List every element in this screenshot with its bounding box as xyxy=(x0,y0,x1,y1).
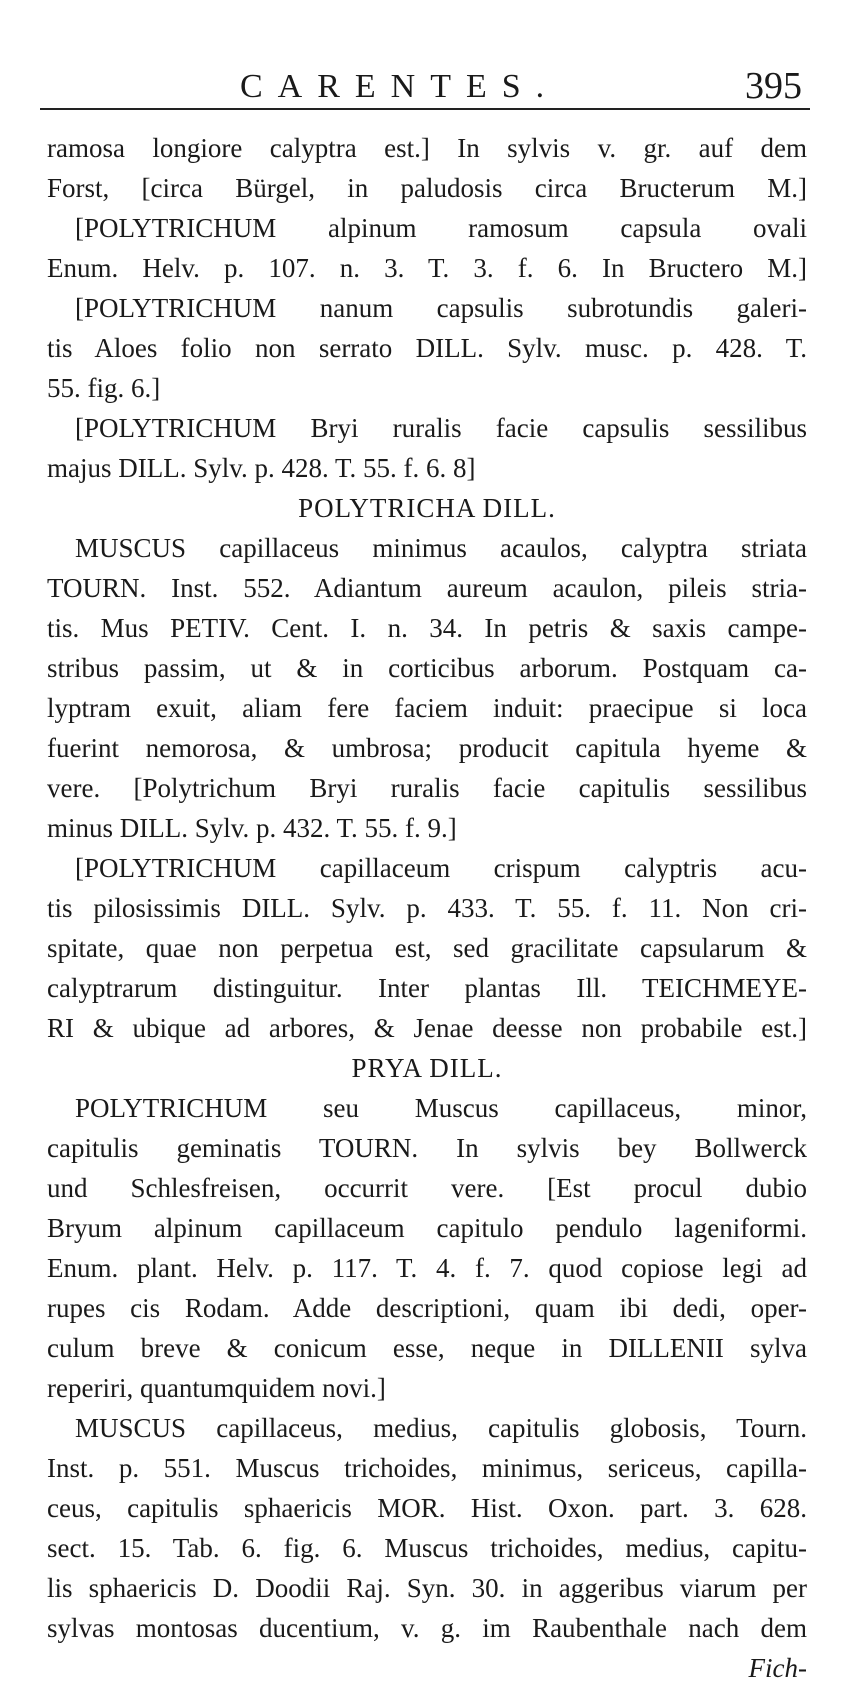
text-line: sect. 15. Tab. 6. fig. 6. Muscus trichoides, medius, capitu- xyxy=(47,1533,807,1563)
text-line: calyptrarum distinguitur. Inter plantas Ill. TEICHMEYE- xyxy=(47,973,807,1003)
text-line: majus DILL. Sylv. p. 428. T. 55. f. 6. 8] xyxy=(47,453,476,483)
text-line: spitate, quae non perpetua est, sed gracilitate capsularum & xyxy=(47,933,807,963)
text-line: Bryum alpinum capillaceum capitulo pendulo lageniformi. xyxy=(47,1213,807,1243)
text-line: MUSCUS capillaceus minimus acaulos, calyptra striata xyxy=(75,533,807,563)
text-line: stribus passim, ut & in corticibus arborum. Postquam ca- xyxy=(47,653,807,683)
text-line: POLYTRICHUM seu Muscus capillaceus, minor, xyxy=(75,1093,807,1123)
text-line: sylvas montosas ducentium, v. g. im Raubenthale nach dem xyxy=(47,1613,807,1643)
section-heading: POLYTRICHA DILL. xyxy=(298,493,556,523)
text-line: lis sphaericis D. Doodii Raj. Syn. 30. in aggeribus viarum per xyxy=(47,1573,807,1603)
catchword: Fich- xyxy=(748,1653,807,1683)
text-line: RI & ubique ad arbores, & Jenae deesse non probabile est.] xyxy=(47,1013,807,1043)
text-line: Forst, [circa Bürgel, in paludosis circa Bructerum M.] xyxy=(47,173,807,203)
page-header xyxy=(40,58,810,110)
text-line: ceus, capitulis sphaericis MOR. Hist. Oxon. part. 3. 628. xyxy=(47,1493,807,1523)
text-line: rupes cis Rodam. Adde descriptioni, quam ibi dedi, oper- xyxy=(47,1293,807,1323)
text-line: [POLYTRICHUM capillaceum crispum calyptris acu- xyxy=(75,853,807,883)
text-line: [POLYTRICHUM Bryi ruralis facie capsulis sessilibus xyxy=(75,413,807,443)
text-line: vere. [Polytrichum Bryi ruralis facie capitulis sessilibus xyxy=(47,773,807,803)
text-line: tis Aloes folio non serrato DILL. Sylv. musc. p. 428. T. xyxy=(47,333,807,363)
running-title: CARENTES. xyxy=(240,68,560,105)
text-line: fuerint nemorosa, & umbrosa; producit capitula hyeme & xyxy=(47,733,807,763)
body-text xyxy=(47,128,807,1688)
text-line: Enum. plant. Helv. p. 117. T. 4. f. 7. quod copiose legi ad xyxy=(47,1253,807,1283)
text-line: [POLYTRICHUM nanum capsulis subrotundis galeri- xyxy=(75,293,807,323)
text-line: Inst. p. 551. Muscus trichoides, minimus, sericeus, capilla- xyxy=(47,1453,807,1483)
text-line: minus DILL. Sylv. p. 432. T. 55. f. 9.] xyxy=(47,813,457,843)
text-line: lyptram exuit, aliam fere faciem induit: praecipue si loca xyxy=(47,693,807,723)
text-line: tis pilosissimis DILL. Sylv. p. 433. T. 55. f. 11. Non cri- xyxy=(47,893,807,923)
text-line: culum breve & conicum esse, neque in DILLENII sylva xyxy=(47,1333,807,1363)
page-number: 395 xyxy=(745,65,802,107)
text-line: [POLYTRICHUM alpinum ramosum capsula ovali xyxy=(75,213,807,243)
text-line: reperiri, quantumquidem novi.] xyxy=(47,1373,386,1403)
text-line: ramosa longiore calyptra est.] In sylvis v. gr. auf dem xyxy=(47,133,807,163)
text-line: TOURN. Inst. 552. Adiantum aureum acaulon, pileis stria- xyxy=(47,573,807,603)
text-line: Enum. Helv. p. 107. n. 3. T. 3. f. 6. In Bructero M.] xyxy=(47,253,807,283)
section-heading: PRYA DILL. xyxy=(351,1053,503,1083)
text-line: tis. Mus PETIV. Cent. I. n. 34. In petris & saxis campe- xyxy=(47,613,807,643)
text-line: capitulis geminatis TOURN. In sylvis bey Bollwerck xyxy=(47,1133,807,1163)
text-line: MUSCUS capillaceus, medius, capitulis globosis, Tourn. xyxy=(75,1413,807,1443)
text-line: und Schlesfreisen, occurrit vere. [Est procul dubio xyxy=(47,1173,807,1203)
text-line: 55. fig. 6.] xyxy=(47,373,161,403)
